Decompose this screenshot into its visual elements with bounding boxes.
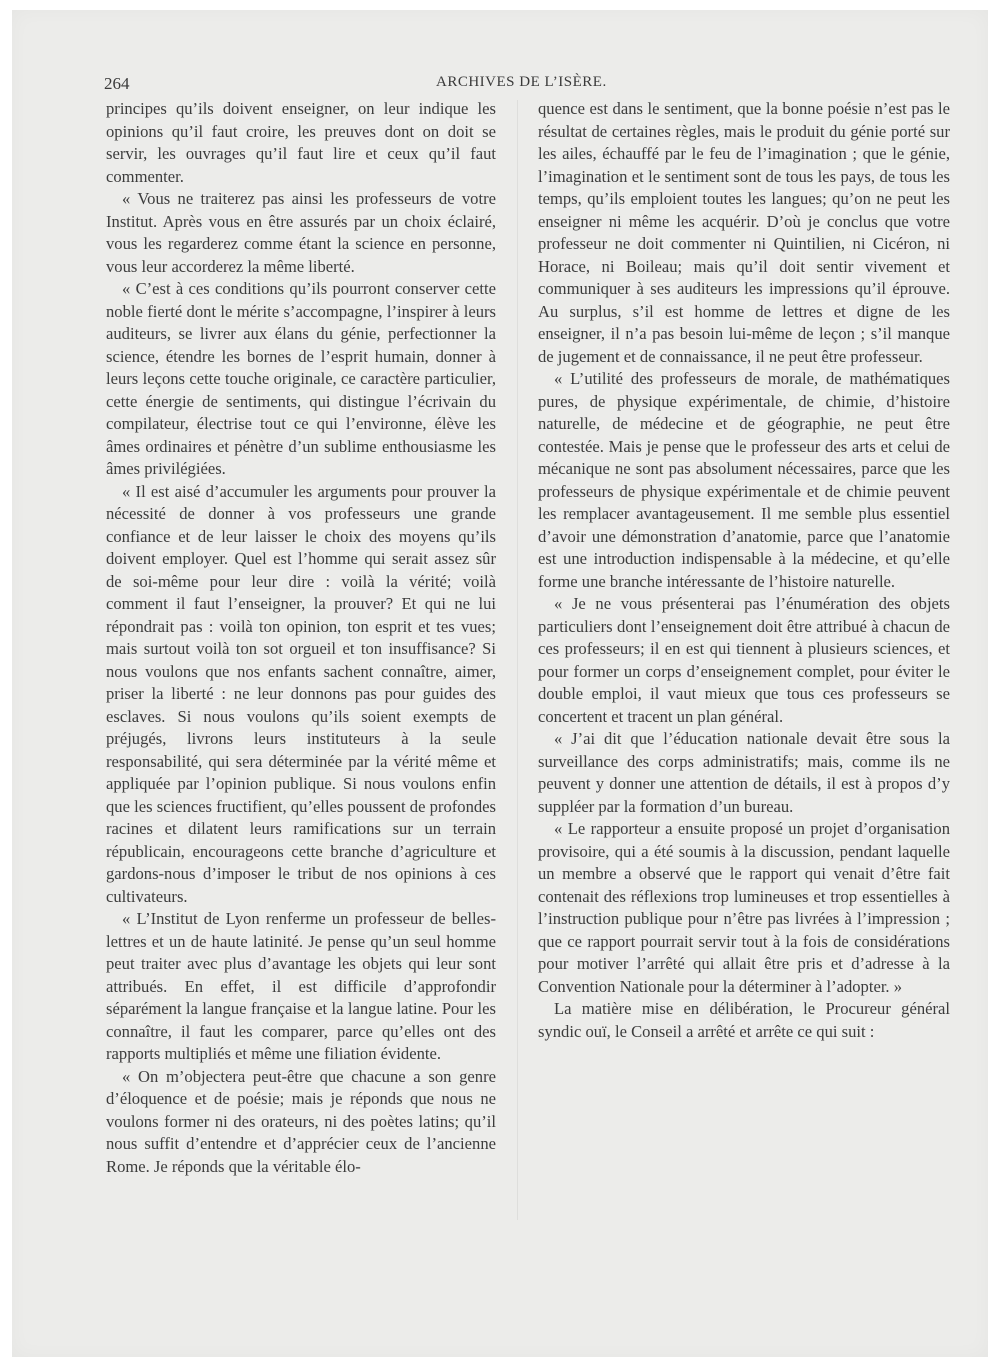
- paragraph: « Il est aisé d’accumuler les arguments pour prouver la nécessité de donner à vos professeurs une grande confiance et de leur laisser le choix des moyens qu’ils doivent employer. Quel est l’homme qui serait assez sûr de soi-même pour leur dire : voilà la vérité; voilà comment il faut l’enseigner, la prouver? Et qui ne lui répondrait pas : voilà ton opinion, ton esprit et tes vues; mais surtout voilà ton sot orgueil et ton insuffisance? Si nous voulons que nos enfants sachent connaître, aimer, priser la liberté : ne leur donnons pas pour guides des esclaves. Si nous voulons qu’ils soient exempts de préjugés, livrons leurs instituteurs à la seule responsabilité, qui sera déterminée par la vérité même et appliquée par l’opinion publique. Si nous voulons enfin que les sciences fructifient, qu’elles poussent de profondes racines et dilatent leurs ramifications sur un terrain républicain, encourageons cette branche d’agriculture et gardons-nous d’imposer le tribut de nos opinions à ces cultivateurs.: [106, 481, 496, 906]
- paragraph: La matière mise en délibération, le Procureur général syndic ouï, le Conseil a arrêté et arrête ce qui suit :: [538, 999, 950, 1041]
- paragraph: « Vous ne traiterez pas ainsi les professeurs de votre Institut. Après vous en être assurés par un choix éclairé, vous les regarderez comme étant la science en personne, vous leur accorderez la même liberté.: [106, 189, 496, 276]
- paragraph: « J’ai dit que l’éducation nationale devait être sous la surveillance des corps administratifs; mais, comme ils ne peuvent y donner une attention de détails, il est à propos d’y suppléer par la formation d’un bureau.: [538, 729, 950, 816]
- paragraph: « C’est à ces conditions qu’ils pourront conserver cette noble fierté dont le mérite s’accompagne, l’inspirer à leurs auditeurs, se livrer aux élans du génie, perfectionner la science, étendre les bornes de l’esprit humain, donner à leurs leçons cette touche originale, ce caractère particulier, cette énergie de sentiments, qui distingue l’écrivain du compilateur, électrise tout ce qui l’environne, élève les âmes ordinaires et pénètre d’un sublime enthousiasme les âmes privilégiées.: [106, 279, 496, 478]
- paragraph: « On m’objectera peut-être que chacune a son genre d’éloquence et de poésie; mais je réponds que nous ne voulons former ni des orateurs, ni des poètes latins; qu’il nous suffit d’entendre et d’apprécier ceux de l’ancienne Rome. Je réponds que la véritable élo-: [106, 1066, 496, 1176]
- paragraph: quence est dans le sentiment, que la bonne poésie n’est pas le résultat de certaines règles, mais le produit du génie porté sur les ailes, échauffé par le feu de l’imagination ; que le génie, l’imagination et le sentiment sont de tous les pays, de tous les temps, qu’ils emploient toutes les langues; qu’on ne peut les enseigner ni même les acquérir. D’où je conclus que votre professeur ne doit commenter ni Quintilien, ni Cicéron, ni Horace, ni Boileau; mais qu’il doit sentir vivement et communiquer à ses auditeurs les impressions qu’il éprouve. Au surplus, s’il est homme de lettres et digne de les enseigner, il n’a pas besoin lui-même de leçon ; s’il manque de jugement et de connaissance, il ne peut être professeur.: [538, 99, 950, 366]
- right-column: [538, 98, 950, 1043]
- page-number: 264: [104, 74, 130, 93]
- paragraph: « L’Institut de Lyon renferme un professeur de belles-lettres et un de haute latinité. Je pense qu’un seul homme peut traiter avec plus d’avantage les objets qui leur sont attribués. En effet, il est difficile d’approfondir séparément la langue française et la langue latine. Pour les connaître, il faut les comparer, parce qu’elles ont des rapports multipliés et même une filiation évidente.: [106, 909, 496, 1063]
- column-gutter: [517, 100, 518, 1220]
- paragraph: « Je ne vous présenterai pas l’énumération des objets particuliers dont l’enseignement doit être attribué à chacun de ces professeurs; il en est qui tiennent à plusieurs sciences, et pour former un corps d’enseignement complet, pour éviter le double emploi, il vaut mieux que tous ces professeurs se concertent et tracent un plan général.: [538, 594, 950, 726]
- paragraph: principes qu’ils doivent enseigner, on leur indique les opinions qu’il faut croire, les preuves dont on doit se servir, les ouvrages qu’il faut lire et ceux qu’il faut commenter.: [106, 99, 496, 186]
- left-column: [106, 98, 496, 1178]
- running-title: ARCHIVES DE L’ISÈRE.: [436, 74, 607, 90]
- page-header: [104, 74, 944, 96]
- paragraph: « L’utilité des professeurs de morale, de mathématiques pures, de physique expérimentale, de chimie, d’histoire naturelle, de médecine et de géographie, ne peut être contestée. Mais je pense que le professeur des arts et celui de mécanique ne sont pas absolument nécessaires, parce que les professeurs de physique expérimentale et de chimie peuvent les remplacer avantageusement. Il me semble plus essentiel d’avoir une démonstration d’anatomie, parce que l’anatomie est une introduction indispensable à la médecine, et qu’elle forme une branche intéressante de l’histoire naturelle.: [538, 369, 950, 591]
- paragraph: « Le rapporteur a ensuite proposé un projet d’organisation provisoire, qui a été soumis à la discussion, pendant laquelle un membre a observé que le rapport qui venait d’être fait contenait des réflexions trop lumineuses et trop essentielles à l’instruction publique pour n’être pas livrées à l’impression ; que ce rapport pourrait servir tout à la fois de considérations pour motiver l’arrêté qui allait être pris et d’adresse à la Convention Nationale pour la déterminer à l’adopter. »: [538, 819, 950, 996]
